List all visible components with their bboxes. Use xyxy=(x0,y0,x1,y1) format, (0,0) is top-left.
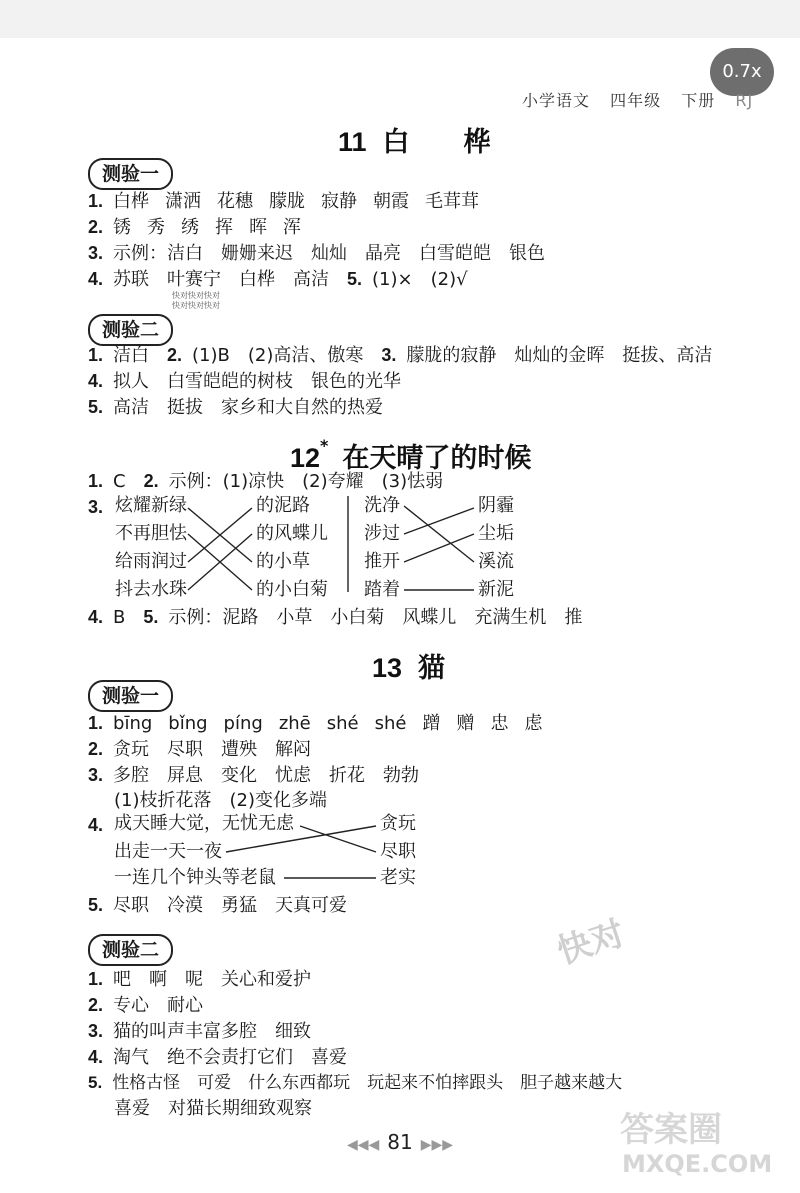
test-badge: 测验一 xyxy=(88,680,173,712)
match-right-item: 尘垢 xyxy=(478,523,514,544)
watermark-stamp: 快对 xyxy=(552,913,630,973)
stamp-text: 快对快对快对 xyxy=(172,291,220,300)
self-study-mark: * xyxy=(320,436,329,455)
answer-line: 2. 专心 耐心 xyxy=(88,995,204,1016)
answer-line: 1. 洁白 2. (1)B (2)高洁、傲寒 3. 朦胧的寂静 灿灿的金晖 挺拔、高洁 xyxy=(88,345,713,366)
match-right-item: 的泥路 xyxy=(256,495,310,516)
match-left-item: 踏着 xyxy=(364,579,400,600)
lesson-13-title xyxy=(372,646,445,685)
match-left-item: 推开 xyxy=(364,551,400,572)
match-line xyxy=(404,506,474,562)
page-number: 81 xyxy=(387,1130,413,1154)
answer-line: 2. 锈 秀 绣 挥 晖 浑 xyxy=(88,217,302,238)
answer-line: 1. 白桦 潇洒 花穗 朦胧 寂静 朝霞 毛茸茸 xyxy=(88,191,480,212)
match-right-item: 阴霾 xyxy=(478,495,514,516)
match-line xyxy=(188,508,252,562)
match-left-item: 炫耀新绿 xyxy=(115,495,187,516)
test-badge: 测验二 xyxy=(88,934,173,966)
header-volume: 下册 xyxy=(681,91,716,110)
answer-line: 喜爱 对猫长期细致观察 xyxy=(114,1098,312,1119)
answer-line: 4. 苏联 叶赛宁 白桦 高洁 5. (1)× (2)√ xyxy=(88,269,468,290)
answer-line: 1. bīng bǐng píng zhē shé shé 蹭 赠 忠 虑 xyxy=(88,713,543,734)
match-line xyxy=(188,508,252,562)
match-right-item: 的风蝶儿 xyxy=(256,523,328,544)
lesson-name: 在天晴了的时候 xyxy=(342,443,532,474)
test-badge: 测验一 xyxy=(88,158,173,190)
match-right-item: 的小白菊 xyxy=(256,579,328,600)
answer-line: 3. 示例：洁白 姗姗来迟 灿灿 晶亮 白雪皑皑 银色 xyxy=(88,243,546,264)
answer-line: 1. 吧 啊 呢 关心和爱护 xyxy=(88,969,312,990)
answer-line: 3. 猫的叫声丰富多腔 细致 xyxy=(88,1021,312,1042)
lesson-name: 白 桦 xyxy=(382,127,491,158)
lesson-name: 猫 xyxy=(418,653,446,684)
page-footer xyxy=(0,1130,800,1154)
match-right-item: 的小草 xyxy=(256,551,310,572)
match-left-item: 不再胆怯 xyxy=(115,523,187,544)
answer-line: 5. 高洁 挺拔 家乡和大自然的热爱 xyxy=(88,397,384,418)
answer-line: 3. xyxy=(88,497,104,517)
lesson-number: 12 xyxy=(290,443,321,473)
header-edition: RJ xyxy=(735,91,754,110)
match-left-item: 给雨润过 xyxy=(115,551,187,572)
match-right-item: 溪流 xyxy=(478,551,514,572)
test-badge: 测验二 xyxy=(88,314,173,346)
watermark-url: MXQE.COM xyxy=(622,1150,773,1178)
answer-line: 4. xyxy=(88,815,104,835)
answer-line: 5. 尽职 冷漠 勇猛 天真可爱 xyxy=(88,895,348,916)
answer-line: 5. 性格古怪 可爱 什么东西都玩 玩起来不怕摔跟头 胆子越来越大 xyxy=(88,1073,623,1093)
lesson-number: 13 xyxy=(372,653,403,683)
zoom-indicator[interactable]: 0.7x xyxy=(710,48,774,96)
lesson-number: 11 xyxy=(338,127,367,157)
answer-line: 4. 淘气 绝不会责打它们 喜爱 xyxy=(88,1047,348,1068)
match-left-item: 抖去水珠 xyxy=(115,579,187,600)
match-left-item: 涉过 xyxy=(364,523,400,544)
match-right-item: 贪玩 xyxy=(380,813,416,834)
match-left-item: 一连几个钟头等老鼠 xyxy=(114,867,276,888)
answer-line: 3. 多腔 屏息 变化 忧虑 折花 勃勃 xyxy=(88,765,420,786)
match-line xyxy=(404,508,474,534)
answer-line: 4. 拟人 白雪皑皑的树枝 银色的光华 xyxy=(88,371,402,392)
watermark-logo: 答案圈 xyxy=(620,1110,722,1150)
match-right-item: 老实 xyxy=(380,867,416,888)
match-left-item: 成天睡大觉，无忧无虑 xyxy=(114,813,294,834)
answer-line: 1. C 2. 示例：(1)凉快 (2)夸耀 (3)怯弱 xyxy=(88,471,444,492)
header-subject: 小学语文 xyxy=(522,91,591,110)
match-line xyxy=(404,534,474,562)
answer-line: (1)枝折花落 (2)变化多端 xyxy=(114,790,327,811)
answer-line: 4. B 5. 示例：泥路 小草 小白菊 风蝶儿 充满生机 推 xyxy=(88,607,583,628)
match-right-item: 新泥 xyxy=(478,579,514,600)
next-arrows-icon: ▶▶▶ xyxy=(420,1137,454,1153)
match-line xyxy=(188,534,252,590)
header-grade: 四年级 xyxy=(610,91,662,110)
match-line xyxy=(188,534,252,590)
viewer-top-bar xyxy=(0,0,800,38)
match-line xyxy=(300,826,376,852)
match-right-item: 尽职 xyxy=(380,841,416,862)
page-header xyxy=(522,88,767,111)
stamp-text: 快对快对快对 xyxy=(172,301,220,310)
answer-line: 2. 贪玩 尽职 遭殃 解闷 xyxy=(88,739,312,760)
match-left-item: 出走一天一夜 xyxy=(114,841,222,862)
prev-arrows-icon: ◀◀◀ xyxy=(346,1137,380,1153)
match-left-item: 洗净 xyxy=(364,495,400,516)
lesson-11-title xyxy=(338,120,491,159)
